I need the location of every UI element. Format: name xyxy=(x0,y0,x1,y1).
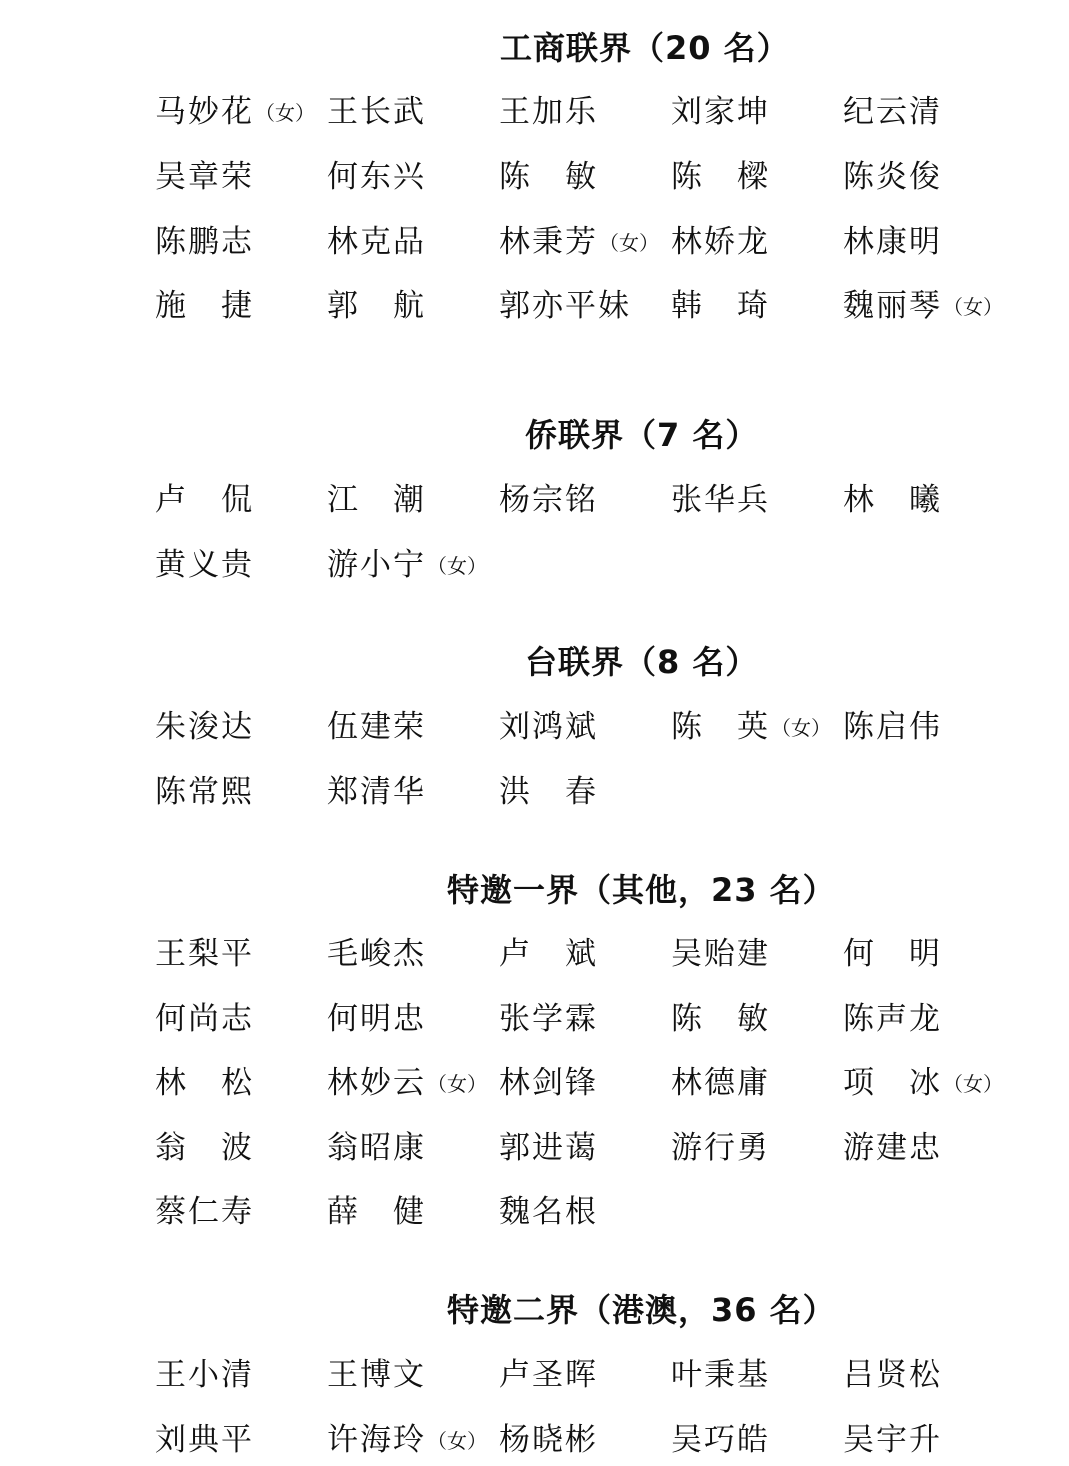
gender-note: （女） xyxy=(427,1429,487,1453)
member-name xyxy=(327,1353,426,1397)
section-title: 侨联界（7 名） xyxy=(525,416,759,454)
name-row xyxy=(155,705,1055,749)
member-name-text: 郭 航 xyxy=(327,288,426,324)
member-name xyxy=(327,478,426,522)
member-name-text: 林康明 xyxy=(843,224,942,260)
name-row xyxy=(155,1418,1055,1462)
member-name-text: 毛峻杰 xyxy=(327,936,426,972)
member-name xyxy=(499,1353,598,1397)
member-name-text: 游小宁 xyxy=(327,547,426,583)
member-name-text: 林 松 xyxy=(155,1065,254,1101)
member-name xyxy=(155,284,254,328)
member-name xyxy=(327,932,426,976)
member-name-text: 杨晓彬 xyxy=(499,1422,598,1458)
member-name xyxy=(843,932,942,976)
member-name-text: 郭亦平妹 xyxy=(499,288,631,324)
member-name xyxy=(499,932,598,976)
member-name-text: 林德庸 xyxy=(671,1065,770,1101)
member-name xyxy=(155,543,254,587)
member-name xyxy=(499,997,598,1041)
member-name xyxy=(499,90,598,134)
gender-note: （女） xyxy=(943,1072,1003,1096)
member-name-text: 魏名根 xyxy=(499,1194,598,1230)
member-name xyxy=(843,155,942,199)
member-name-text: 马妙花 xyxy=(155,94,254,130)
member-name xyxy=(155,1126,254,1170)
member-name-text: 陈 英 xyxy=(671,709,770,745)
member-name xyxy=(671,1353,770,1397)
name-row xyxy=(155,155,1055,199)
member-name-text: 何东兴 xyxy=(327,159,426,195)
member-name xyxy=(155,997,254,1041)
section-title: 台联界（8 名） xyxy=(525,643,759,681)
member-name xyxy=(843,90,942,134)
member-name-text: 王小清 xyxy=(155,1357,254,1393)
member-name xyxy=(671,705,831,750)
member-name-text: 何尚志 xyxy=(155,1001,254,1037)
member-name xyxy=(155,1061,254,1105)
name-row xyxy=(155,220,1055,264)
member-name xyxy=(327,1190,426,1234)
member-name-text: 刘典平 xyxy=(155,1422,254,1458)
member-name xyxy=(671,220,770,264)
member-name-text: 朱浚达 xyxy=(155,709,254,745)
member-name-text: 项 冰 xyxy=(843,1065,942,1101)
member-name-text: 吕贤松 xyxy=(843,1357,942,1393)
member-name-text: 郑清华 xyxy=(327,774,426,810)
member-name xyxy=(499,478,598,522)
gender-note: （女） xyxy=(427,1072,487,1096)
member-name-text: 洪 春 xyxy=(499,774,598,810)
member-name-text: 吴巧皓 xyxy=(671,1422,770,1458)
member-name xyxy=(671,997,770,1041)
member-name-text: 伍建荣 xyxy=(327,709,426,745)
gender-note: （女） xyxy=(943,295,1003,319)
member-name xyxy=(499,1418,598,1462)
member-name-text: 刘家坤 xyxy=(671,94,770,130)
name-row xyxy=(155,1126,1055,1170)
gender-note: （女） xyxy=(255,101,315,125)
member-name xyxy=(671,932,770,976)
member-name-text: 何明忠 xyxy=(327,1001,426,1037)
section-title: 特邀二界（港澳，36 名） xyxy=(447,1291,836,1329)
member-name xyxy=(327,284,426,328)
member-name xyxy=(327,770,426,814)
member-name-text: 王加乐 xyxy=(499,94,598,130)
member-name xyxy=(155,1418,254,1462)
member-name-text: 林剑锋 xyxy=(499,1065,598,1101)
member-name-text: 王长武 xyxy=(327,94,426,130)
name-row xyxy=(155,284,1055,328)
member-name-text: 叶秉基 xyxy=(671,1357,770,1393)
member-name-text: 陈 敏 xyxy=(671,1001,770,1037)
name-row xyxy=(155,770,1055,814)
member-name-text: 刘鸿斌 xyxy=(499,709,598,745)
member-name xyxy=(155,1353,254,1397)
member-name xyxy=(671,155,770,199)
gender-note: （女） xyxy=(771,716,831,740)
member-name-text: 黄义贵 xyxy=(155,547,254,583)
member-name-text: 薛 健 xyxy=(327,1194,426,1230)
member-name xyxy=(499,770,598,814)
member-name-text: 蔡仁寿 xyxy=(155,1194,254,1230)
member-name-text: 林 曦 xyxy=(843,482,942,518)
member-name-text: 纪云清 xyxy=(843,94,942,130)
name-row xyxy=(155,90,1055,134)
member-name xyxy=(843,997,942,1041)
member-name xyxy=(327,543,487,588)
member-name xyxy=(843,705,942,749)
member-name-text: 吴贻建 xyxy=(671,936,770,972)
member-name-text: 林秉芳 xyxy=(499,224,598,260)
member-name xyxy=(327,1061,487,1106)
member-name xyxy=(327,155,426,199)
member-name-text: 陈鹏志 xyxy=(155,224,254,260)
member-name xyxy=(843,1418,942,1462)
member-name-text: 何 明 xyxy=(843,936,942,972)
gender-note: （女） xyxy=(599,231,659,255)
name-row xyxy=(155,1190,1055,1234)
member-name-text: 游行勇 xyxy=(671,1130,770,1166)
member-name-text: 张华兵 xyxy=(671,482,770,518)
member-name-text: 陈 敏 xyxy=(499,159,598,195)
member-name xyxy=(843,478,942,522)
member-name xyxy=(843,1353,942,1397)
member-name-text: 陈声龙 xyxy=(843,1001,942,1037)
name-row xyxy=(155,1061,1055,1105)
member-name-text: 林克品 xyxy=(327,224,426,260)
member-name-text: 林妙云 xyxy=(327,1065,426,1101)
member-name-text: 王博文 xyxy=(327,1357,426,1393)
member-name xyxy=(499,1190,598,1234)
name-row xyxy=(155,1353,1055,1397)
member-name-text: 陈炎俊 xyxy=(843,159,942,195)
member-name-text: 吴章荣 xyxy=(155,159,254,195)
member-name xyxy=(155,220,254,264)
member-name xyxy=(843,284,1003,329)
member-name xyxy=(671,1418,770,1462)
member-name xyxy=(671,478,770,522)
name-row xyxy=(155,932,1055,976)
member-name xyxy=(499,705,598,749)
member-name xyxy=(327,705,426,749)
member-name-text: 卢圣晖 xyxy=(499,1357,598,1393)
member-name-text: 翁 波 xyxy=(155,1130,254,1166)
member-name-text: 吴宇升 xyxy=(843,1422,942,1458)
member-name-text: 陈 樑 xyxy=(671,159,770,195)
member-name xyxy=(843,1061,1003,1106)
member-name-text: 翁昭康 xyxy=(327,1130,426,1166)
member-name xyxy=(155,155,254,199)
member-name-text: 张学霖 xyxy=(499,1001,598,1037)
name-row xyxy=(155,543,1055,587)
member-name xyxy=(155,478,254,522)
member-name-text: 陈常熙 xyxy=(155,774,254,810)
member-name-text: 陈启伟 xyxy=(843,709,942,745)
member-name-text: 施 捷 xyxy=(155,288,254,324)
member-name xyxy=(327,220,426,264)
member-name xyxy=(499,155,598,199)
member-name xyxy=(155,90,315,135)
member-name xyxy=(671,284,770,328)
member-name xyxy=(499,220,659,265)
member-name xyxy=(499,1126,598,1170)
member-name xyxy=(155,932,254,976)
member-name xyxy=(327,997,426,1041)
member-name xyxy=(327,90,426,134)
section-title: 工商联界（20 名） xyxy=(500,29,790,67)
member-name xyxy=(327,1418,487,1463)
member-name-text: 韩 琦 xyxy=(671,288,770,324)
member-name-text: 江 潮 xyxy=(327,482,426,518)
member-name-text: 卢 侃 xyxy=(155,482,254,518)
member-name xyxy=(327,1126,426,1170)
member-name xyxy=(155,770,254,814)
member-name-text: 王梨平 xyxy=(155,936,254,972)
member-name-text: 杨宗铭 xyxy=(499,482,598,518)
name-row xyxy=(155,478,1055,522)
member-name xyxy=(499,284,631,328)
member-name xyxy=(671,1126,770,1170)
member-name xyxy=(843,220,942,264)
section-title: 特邀一界（其他，23 名） xyxy=(447,871,836,909)
member-name xyxy=(843,1126,942,1170)
member-name xyxy=(671,1061,770,1105)
member-name-text: 林娇龙 xyxy=(671,224,770,260)
member-name xyxy=(671,90,770,134)
member-name-text: 郭进蔼 xyxy=(499,1130,598,1166)
name-row xyxy=(155,997,1055,1041)
member-name xyxy=(155,1190,254,1234)
member-name-text: 许海玲 xyxy=(327,1422,426,1458)
member-name xyxy=(499,1061,598,1105)
gender-note: （女） xyxy=(427,554,487,578)
member-name-text: 魏丽琴 xyxy=(843,288,942,324)
member-name-text: 游建忠 xyxy=(843,1130,942,1166)
member-name xyxy=(155,705,254,749)
member-name-text: 卢 斌 xyxy=(499,936,598,972)
